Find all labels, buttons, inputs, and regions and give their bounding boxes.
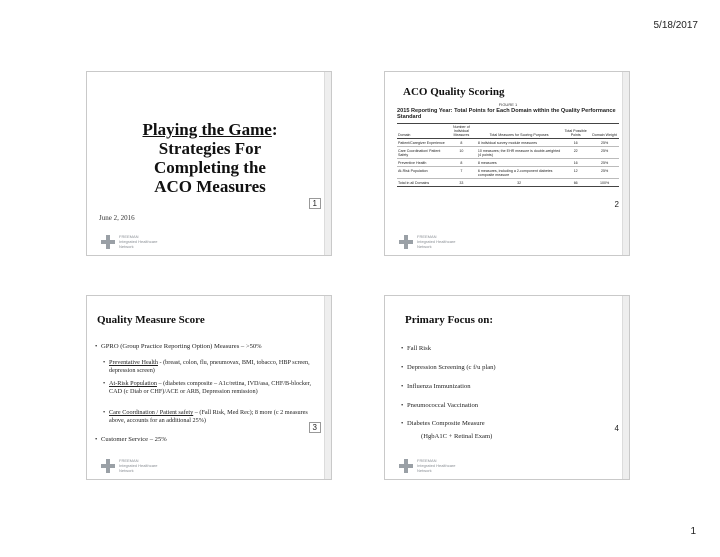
figure-label: FIGURE 1 — [498, 102, 518, 107]
focus-item — [401, 383, 607, 391]
logo-cross-icon — [399, 459, 413, 473]
table-cell: 16 — [561, 159, 590, 167]
slide-4[interactable] — [384, 295, 630, 480]
logo-line: Network — [417, 468, 432, 473]
column-header: Total Measures for Scoring Purposes — [477, 124, 561, 139]
logo-line: FREEMAN — [417, 458, 437, 463]
sub-bullet-preventative — [103, 359, 321, 374]
slide-1[interactable] — [86, 71, 332, 256]
title-underlined: Playing the Game — [142, 120, 272, 139]
table-cell: 10 — [446, 147, 477, 159]
slide-3-title: Quality Measure Score — [97, 314, 205, 326]
table-cell: 100% — [590, 179, 619, 187]
focus-item — [401, 402, 607, 410]
logo-line: FREEMAN — [119, 458, 139, 463]
table-cell: Patient/Caregiver Experience — [398, 140, 445, 145]
organization-logo — [399, 234, 455, 249]
slide-side-strip — [622, 72, 629, 255]
quality-scoring-table — [397, 123, 619, 187]
focus-item-text: Fall Risk — [407, 345, 431, 352]
bullet-icon: • — [103, 409, 106, 416]
sub-bullet-care-coordination — [103, 409, 321, 424]
organization-logo — [399, 458, 455, 473]
table-cell: 8 measures — [477, 159, 561, 167]
table-cell: 25% — [590, 167, 619, 179]
table-cell: 25% — [590, 139, 619, 147]
quality-scoring-table-figure — [397, 102, 619, 187]
bullet-icon: • — [401, 345, 404, 352]
focus-item — [401, 345, 607, 353]
logo-line: FREEMAN — [417, 234, 437, 239]
table-row — [397, 167, 619, 179]
slide-1-title — [115, 120, 305, 196]
logo-cross-icon — [101, 235, 115, 249]
table-cell: 6 measures, including a 2-component diabetes composite measure — [477, 167, 561, 179]
table-cell: At-Risk Population — [397, 167, 446, 179]
bullet-icon: • — [401, 420, 404, 427]
sub-bullet-heading: At-Risk Population — [109, 380, 157, 387]
title-line-4: ACO Measures — [154, 177, 266, 196]
table-cell: 33 — [446, 179, 477, 187]
bullet-icon: • — [103, 359, 106, 366]
table-cell: 8 individual survey module measures — [477, 139, 561, 147]
bullet-icon: • — [95, 436, 98, 443]
table-cell: 10 measures; the EHR measure is double-weighted (4 points) — [477, 148, 561, 157]
logo-line: Network — [119, 244, 134, 249]
table-total-row — [397, 179, 619, 187]
bullet-icon: • — [401, 402, 404, 409]
column-header: Domain Weight — [590, 124, 619, 139]
logo-line: Integrated Healthcare — [119, 463, 158, 468]
table-cell: 25% — [590, 147, 619, 159]
table-row — [397, 159, 619, 167]
logo-cross-icon — [399, 235, 413, 249]
slide-number: 4 — [614, 424, 619, 433]
table-caption: 2015 Reporting Year: Total Points for Each Domain within the Quality Performance Standard — [397, 108, 616, 120]
bullet-icon: • — [103, 380, 106, 387]
bullet-icon: • — [401, 383, 404, 390]
slide-side-strip — [622, 296, 629, 479]
title-line-3: Completing the — [154, 158, 266, 177]
logo-line: Network — [119, 468, 134, 473]
table-row — [397, 147, 619, 159]
organization-logo — [101, 234, 157, 249]
sub-bullet-at-risk — [103, 380, 321, 395]
bullet-icon: • — [401, 364, 404, 371]
title-line-2: Strategies For — [158, 139, 262, 158]
organization-logo — [101, 458, 157, 473]
title-colon: : — [271, 120, 278, 139]
slide-1-date: June 2, 2016 — [99, 214, 135, 222]
logo-line: FREEMAN — [119, 234, 139, 239]
logo-line: Integrated Healthcare — [119, 239, 158, 244]
table-cell: 32 — [477, 179, 561, 187]
slide-2[interactable] — [384, 71, 630, 256]
table-cell: 8 — [446, 139, 477, 147]
focus-item-text: Depression Screening (c f/u plan) — [407, 364, 496, 371]
page-date: 5/18/2017 — [653, 20, 698, 31]
column-header: Total Possible Points — [561, 124, 590, 139]
bullet-gpro — [95, 343, 321, 351]
sub-bullet-text: – (Fall Risk, Med Rec); 8 more (c 2 measures above, accounts for an additional 25%) — [109, 409, 308, 424]
table-cell: Care Coordination/ Patient Safety — [397, 147, 446, 159]
sub-bullet-heading: Preventative Health — [109, 359, 158, 366]
slide-4-title: Primary Focus on: — [405, 314, 493, 326]
bullet-icon: • — [95, 343, 98, 350]
focus-item — [401, 420, 607, 428]
column-header: Domain — [397, 124, 446, 139]
focus-item-text: Pneumococcal Vaccination — [407, 402, 479, 409]
sub-bullet-heading: Care Coordination / Patient safety — [109, 409, 194, 416]
table-cell: 66 — [561, 179, 590, 187]
table-row — [397, 139, 619, 147]
logo-line: Integrated Healthcare — [417, 239, 456, 244]
table-cell: Total in all Domains — [397, 179, 446, 187]
table-cell: 16 — [561, 139, 590, 147]
focus-item-text: Influenza Immunization — [407, 383, 471, 390]
page-number: 1 — [690, 526, 696, 537]
focus-item-subtext: (HgbA1C + Retinal Exam) — [421, 433, 493, 440]
table-cell: 7 — [446, 167, 477, 179]
logo-line: Integrated Healthcare — [417, 463, 456, 468]
slide-side-strip — [324, 72, 331, 255]
table-cell: 8 — [446, 159, 477, 167]
slide-number: 1 — [309, 198, 321, 209]
bullet-customer-service — [95, 436, 321, 444]
slide-side-strip — [324, 296, 331, 479]
table-cell: Preventive Health — [397, 159, 446, 167]
column-header: Number of Individual Measures — [446, 124, 477, 139]
slide-2-title: ACO Quality Scoring — [403, 86, 505, 98]
logo-line: Network — [417, 244, 432, 249]
bullet-text: Customer Service – 25% — [101, 436, 167, 443]
table-cell: 12 — [561, 167, 590, 179]
sub-bullet-text: - (breast, colon, flu, pneumovax, BMI, tobacco, HBP screen, depression screen) — [109, 359, 310, 374]
bullet-text: GPRO (Group Practice Reporting Option) Measures – >50% — [101, 343, 262, 350]
logo-cross-icon — [101, 459, 115, 473]
focus-item-text: Diabetes Composite Measure — [407, 420, 485, 427]
sub-bullet-text: – (diabetes composite – A1c/retina, IVD/asa, CHF/B-blocker, CAD (c Diab or CHF)/ACE or ARB, Depression remission) — [109, 380, 312, 395]
focus-item — [401, 364, 607, 372]
table-cell: 22 — [561, 147, 590, 159]
table-cell: 25% — [590, 159, 619, 167]
slide-number: 3 — [309, 422, 321, 433]
slide-3[interactable] — [86, 295, 332, 480]
slide-number: 2 — [614, 200, 619, 209]
